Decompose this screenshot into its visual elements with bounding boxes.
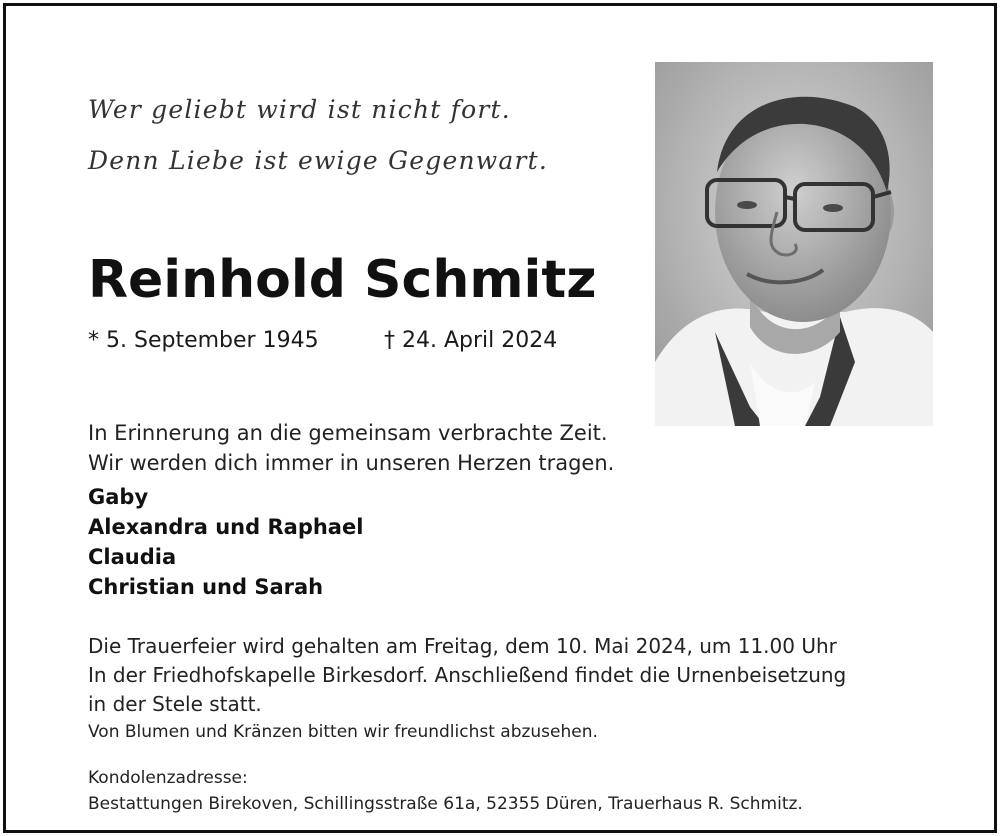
family-member: Alexandra und Raphael: [88, 515, 364, 539]
family-member: Christian und Sarah: [88, 575, 324, 599]
flowers-note: Von Blumen und Kränzen bitten wir freundlichst abzusehen.: [88, 722, 598, 742]
death-date: † 24. April 2024: [384, 328, 558, 353]
quote-line-2: Denn Liebe ist ewige Gegenwart.: [88, 146, 548, 175]
portrait-illustration: [655, 62, 933, 426]
memory-line-1: In Erinnerung an die gemeinsam verbrachte Zeit.: [88, 421, 608, 445]
family-member: Claudia: [88, 545, 177, 569]
condolence-address-line: Bestattungen Birekoven, Schillingsstraße 61a, 52355 Düren, Trauerhaus R. Schmitz.: [88, 794, 803, 814]
ceremony-line-2: In der Friedhofskapelle Birkesdorf. Anschließend findet die Urnenbeisetzung: [88, 663, 847, 687]
birth-date: * 5. September 1945: [88, 328, 319, 353]
ceremony-line-1: Die Trauerfeier wird gehalten am Freitag, dem 10. Mai 2024, um 11.00 Uhr: [88, 634, 837, 658]
ceremony-text: [88, 632, 846, 719]
condolence-address: [88, 765, 803, 817]
family-member: Gaby: [88, 485, 149, 509]
condolence-label: Kondolenzadresse:: [88, 768, 248, 788]
deceased-name: Reinhold Schmitz: [88, 250, 597, 310]
family-list: [88, 482, 363, 602]
ceremony-line-3: in der Stele statt.: [88, 692, 262, 716]
quote-line-1: Wer geliebt wird ist nicht fort.: [88, 95, 511, 124]
memory-text: [88, 418, 614, 478]
memory-line-2: Wir werden dich immer in unseren Herzen tragen.: [88, 451, 615, 475]
portrait-photo: [655, 62, 933, 426]
